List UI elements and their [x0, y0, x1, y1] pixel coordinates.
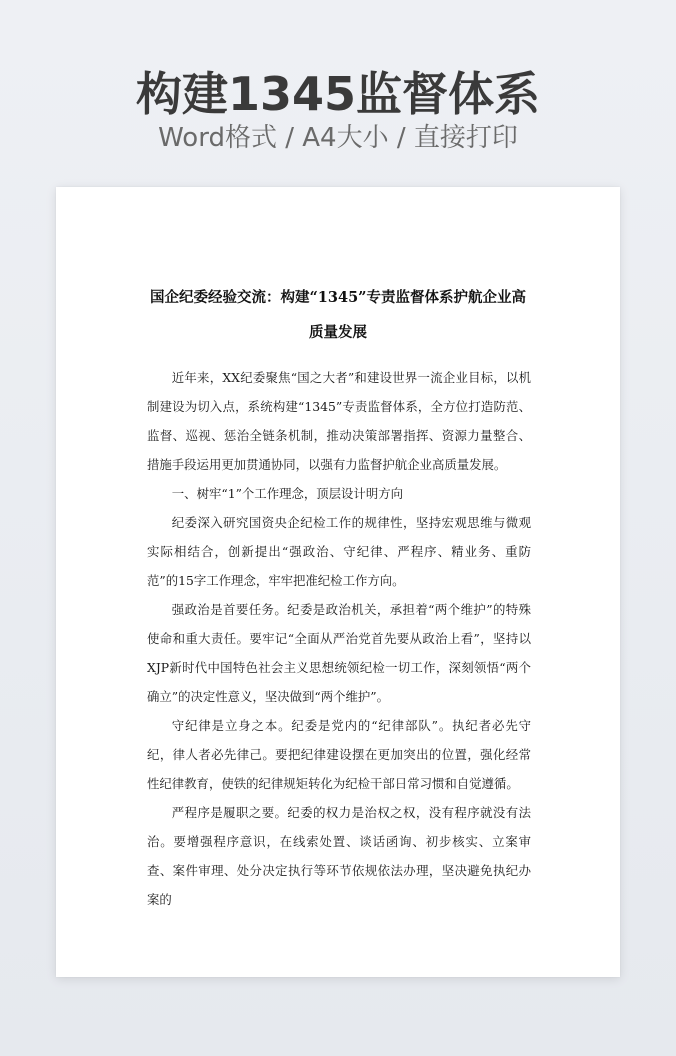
paragraph-concept: 纪委深入研究国资央企纪检工作的规律性，坚持宏观思维与微观实际相结合，创新提出“强政治、守纪律、严程序、精业务、重防范”的15字工作理念，牢牢把准纪检工作方向。	[147, 515, 531, 588]
document-body	[147, 363, 531, 914]
paragraph-politics: 强政治是首要任务。纪委是政治机关，承担着“两个维护”的特殊使命和重大责任。要牢记“全面从严治党首先要从政治上看”，坚持以XJP新时代中国特色社会主义思想统领纪检一切工作，深刻领悟“两个确立”的决定性意义，坚决做到“两个维护”。	[147, 602, 531, 704]
document-title-line-2: 质量发展	[309, 324, 367, 341]
paragraph-discipline: 守纪律是立身之本。纪委是党内的“纪律部队”。执纪者必先守纪，律人者必先律己。要把纪律建设摆在更加突出的位置，强化经常性纪律教育，使铁的纪律规矩转化为纪检干部日常习惯和自觉遵循。	[147, 718, 531, 791]
document-page	[56, 187, 620, 977]
banner-title: 构建1345监督体系	[135, 67, 541, 121]
document-title-line-1: 国企纪委经验交流：构建“1345”专责监督体系护航企业高	[149, 289, 527, 306]
section-heading-1: 一、树牢“1”个工作理念，顶层设计明方向	[171, 486, 403, 501]
document-title	[56, 280, 620, 350]
paragraph-procedure: 严程序是履职之要。纪委的权力是治权之权，没有程序就没有法治。要增强程序意识，在线索处置、谈话函询、初步核实、立案审查、案件审理、处分决定执行等环节依规依法办理，坚决避免执纪办案的	[147, 805, 531, 907]
paragraph-intro: 近年来，XX纪委聚焦“国之大者”和建设世界一流企业目标，以机制建设为切入点，系统构建“1345”专责监督体系，全方位打造防范、监督、巡视、惩治全链条机制，推动决策部署指挥、资源力量整合、措施手段运用更加贯通协同，以强有力监督护航企业高质量发展。	[147, 370, 531, 472]
banner-subtitle: Word格式 / A4大小 / 直接打印	[158, 123, 518, 153]
